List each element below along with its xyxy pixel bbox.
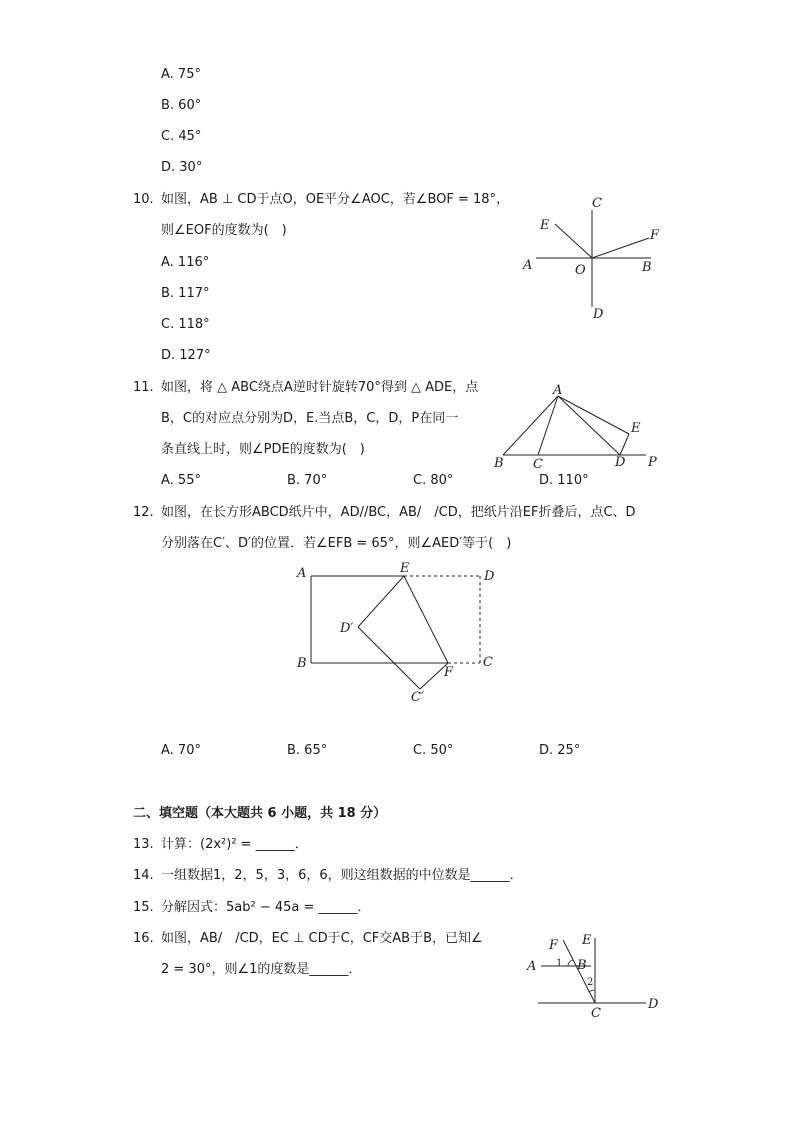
q16-stem-line2: 2 = 30°，则∠1的度数是______． [161, 962, 362, 977]
q14-text: 一组数据1，2，5，3，6，6，则这组数据的中位数是______． [161, 868, 523, 883]
q15-text: 分解因式：5ab² − 45a = ______． [161, 900, 371, 915]
q10-option-c: C. 118° [161, 317, 210, 332]
q12-option-a: A. 70° [161, 743, 201, 758]
q11-label-b: B [494, 456, 504, 471]
section-heading-fill-in: 二、填空题（本大题共 6 小题，共 18 分） [133, 806, 387, 821]
q16-stem-line1: 如图，AB/ /CD，EC ⊥ CD于C，CF交AB于B，已知∠ [161, 931, 483, 946]
q12-label-b: B [297, 656, 307, 671]
q12-stem-line2: 分别落在C′、D′的位置．若∠EFB = 65°，则∠AED′等于( ) [161, 536, 512, 551]
q11-option-d: D. 110° [539, 473, 589, 488]
q11-stem-line1: 如图，将 △ ABC绕点A逆时针旋转70°得到 △ ADE，点 [161, 380, 479, 395]
q11-option-a: A. 55° [161, 473, 201, 488]
q12-option-d: D. 25° [539, 743, 581, 758]
q13-text: 计算：(2x²)² = ______． [161, 837, 308, 852]
q16-label-angle-1: 1 [556, 958, 563, 969]
q16-label-f: F [549, 938, 559, 953]
q9-option-d: D. 30° [161, 160, 203, 175]
q10-option-b: B. 117° [161, 286, 210, 301]
q16-label-angle-2: 2 [587, 977, 594, 988]
q10-label-a: A [523, 258, 533, 273]
q12-label-d-prime: D′ [340, 621, 354, 636]
q10-label-o: O [575, 263, 586, 278]
q11-label-c: C [533, 457, 543, 472]
q12-number: 12. [133, 505, 154, 520]
q15-number: 15. [133, 900, 154, 915]
q9-option-a: A. 75° [161, 67, 201, 82]
q16-label-e: E [582, 933, 592, 948]
q9-option-c: C. 45° [161, 129, 202, 144]
q16-number: 16. [133, 931, 154, 946]
q16-label-b: B [577, 958, 587, 973]
q11-option-b: B. 70° [287, 473, 328, 488]
q11-label-p: P [648, 455, 657, 470]
q12-label-a: A [297, 566, 307, 581]
q12-label-c: C [483, 655, 493, 670]
q12-label-c-prime: C′ [411, 690, 424, 705]
q10-label-f: F [650, 228, 660, 243]
q12-label-e: E [400, 561, 410, 576]
q11-label-d: D [615, 455, 626, 470]
q10-label-d: D [593, 307, 604, 322]
q12-stem-line1: 如图，在长方形ABCD纸片中，AD//BC，AB/ /CD，把纸片沿EF折叠后，点C、D [161, 505, 636, 520]
q12-label-f: F [444, 665, 454, 680]
q12-label-d: D [484, 569, 495, 584]
q16-label-d: D [648, 997, 659, 1012]
q10-option-a: A. 116° [161, 255, 210, 270]
q11-number: 11. [133, 380, 154, 395]
q16-label-c: C [591, 1006, 601, 1021]
q11-stem-line3: 条直线上时，则∠PDE的度数为( ) [161, 442, 365, 457]
q10-label-b: B [642, 260, 652, 275]
q10-stem-line2: 则∠EOF的度数为( ) [161, 223, 287, 238]
q10-number: 10. [133, 192, 154, 207]
q10-option-d: D. 127° [161, 348, 211, 363]
q13-number: 13. [133, 837, 154, 852]
q16-label-a: A [527, 959, 537, 974]
q9-option-b: B. 60° [161, 98, 202, 113]
q11-label-e: E [631, 421, 641, 436]
q12-option-c: C. 50° [413, 743, 454, 758]
q12-option-b: B. 65° [287, 743, 328, 758]
q10-label-e: E [540, 218, 550, 233]
q14-number: 14. [133, 868, 154, 883]
q11-label-a: A [553, 383, 563, 398]
q10-label-c: C [592, 196, 602, 211]
q10-stem-line1: 如图，AB ⊥ CD于点O，OE平分∠AOC，若∠BOF = 18°， [161, 192, 510, 207]
q11-option-c: C. 80° [413, 473, 454, 488]
q11-stem-line2: B，C的对应点分别为D，E.当点B，C，D，P在同一 [161, 411, 459, 426]
